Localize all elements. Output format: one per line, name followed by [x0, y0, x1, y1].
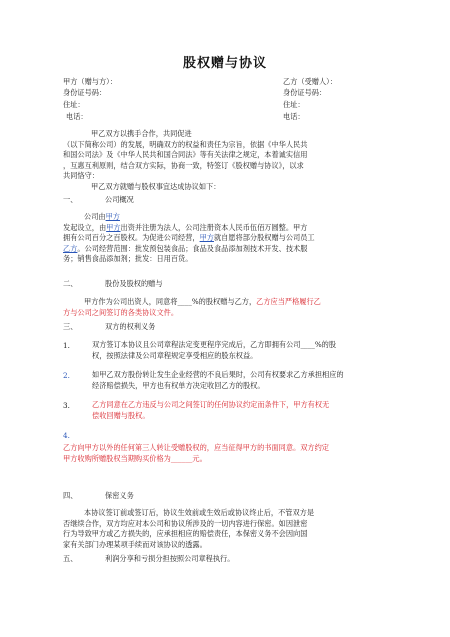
intro-line: （以下简称公司）的发展，明确双方的权益和责任为宗旨，依据《中华人民共 [63, 139, 308, 149]
company-line: 务；销售食品添加剂；批发：日用百货。 [63, 254, 193, 263]
party-a-ref: 甲方 [199, 233, 214, 242]
party-b-label: 乙方（受赠人）： [283, 77, 337, 86]
company-text: 发起设立，由 [63, 222, 107, 232]
party-a-ref: 甲方 [105, 212, 120, 221]
gift-line: 方与公司之间签订的各类协议文件。 [63, 307, 179, 317]
intro-line: ，互惠互利原则，结合双方实际，协商一致，特签订《股权赠与协议》，以求 [63, 160, 304, 170]
company-text: 就自愿将部分股权赠与公司员工 [213, 233, 315, 242]
item-line: 权，按照法律及公司章程规定享受相应的股东权益。 [92, 350, 258, 360]
company-text: 。公司经营范围：批发预包装食品；食品及食品添加剂技术开发、技术服 [77, 243, 308, 253]
party-b-id: 身份证号码： [283, 88, 327, 97]
gift-line [63, 297, 321, 308]
party-a-phone: 电话： [66, 112, 88, 121]
item-1 [92, 340, 336, 361]
item-line: 双方签订本协议且公司章程法定变更程序完成后，乙方即拥有公司____%的股 [92, 340, 337, 349]
section-number: 二、 [63, 279, 78, 288]
item-3 [92, 400, 329, 421]
item-line: 偿收回赠与股权。 [92, 410, 150, 420]
percent-blank: ____ [177, 297, 192, 306]
item-line: 甲方收购所赠股权当期购买价格为______元。 [63, 453, 207, 463]
company-text: 拥有公司百分之百股权。为促进公司经营， [63, 233, 200, 242]
section-number: 一、 [63, 195, 78, 204]
section-number: 三、 [63, 322, 78, 331]
company-text: 公司由 [84, 212, 106, 221]
company-paragraph [63, 212, 315, 265]
section-title: 保密义务 [105, 491, 134, 500]
item-2 [92, 370, 344, 391]
section-3-heading [63, 322, 155, 332]
section-title: 公司概况 [105, 195, 134, 204]
gift-text: %的股权赠与乙方， [191, 297, 257, 306]
company-line [63, 212, 315, 223]
confidentiality-line: 行为导致甲方或乙方损失的，应承担相应的赔偿责任，本保密义务不会因向国 [63, 529, 308, 538]
section-number: 四、 [63, 491, 78, 500]
intro-line: 甲乙双方以携手合作，共同促进 [91, 129, 192, 138]
confidentiality-line: 家有关部门办理某项手续而对该协议的透露。 [63, 539, 207, 549]
section-1-heading [63, 195, 134, 205]
company-text: 出资并注册为法人，公司注册资本人民币伍佰万圆整。甲方 [120, 222, 308, 232]
confidentiality-line: 本协议签订前或签订后，协议生效前或生效后或协议终止后，不管双方是 [84, 508, 315, 517]
company-line [63, 244, 315, 255]
gift-paragraph [63, 297, 321, 318]
section-title: 股份及股权的赠与 [105, 279, 163, 288]
intro-agreement-line: 甲乙双方就赠与股权事宜达成协议如下： [91, 181, 221, 191]
item-number: 1. [63, 341, 70, 350]
document-title: 股权赠与协议 [182, 56, 267, 71]
section-2-heading [63, 279, 163, 289]
intro-paragraph [63, 129, 307, 192]
intro-line: 共同恪守： [63, 171, 99, 180]
item-number: 4. [63, 431, 70, 440]
party-a-ref: 甲方 [106, 222, 121, 232]
section-title: 双方的权利义务 [105, 322, 156, 331]
company-line [63, 233, 315, 244]
section-5-heading [63, 554, 234, 564]
party-b-ref: 乙方 [63, 243, 78, 253]
party-a-id: 身份证号码： [63, 88, 107, 97]
item-line: 如甲乙双方股份转让发生企业经营的不良后果时，公司有权要求乙方承担相应的 [92, 370, 344, 379]
section-number: 五、 [63, 554, 78, 563]
item-line: 乙方同意在乙方违反与公司之间签订的任何协议约定而条件下，甲方有权无 [92, 400, 330, 409]
item-line: 乙方向甲方以外的任何第三人转让受赠股权的，应当征得甲方的书面同意。双方约定 [63, 443, 329, 452]
party-a-label: 甲方（赠与方）： [63, 77, 117, 86]
confidentiality-line: 否继续合作，双方均应对本公司和协议所涉及的一切内容进行保密。如因泄密 [63, 518, 308, 528]
intro-line: 和国公司法》及《中华人民共和国合同法》等有关法律之规定，本着诚实信用 [63, 150, 308, 159]
confidentiality-paragraph [63, 508, 314, 550]
item-4 [63, 443, 329, 464]
item-line: 经济赔偿损失，甲方也有权单方决定收回乙方的股权。 [92, 380, 265, 390]
item-number: 2. [63, 371, 70, 380]
item-number: 3. [63, 401, 70, 410]
party-b-address: 住址： [283, 100, 305, 109]
gift-text: 甲方作为公司出资人，同意将 [84, 297, 178, 306]
party-b-phone: 电话： [283, 112, 305, 121]
company-line [63, 223, 315, 234]
party-a-address: 住址： [63, 100, 85, 109]
section-4-heading [63, 491, 134, 501]
gift-obligation-text: 乙方应当严格履行乙 [256, 297, 321, 306]
section-title: 利润分享和亏损分担按照公司章程执行。 [105, 554, 235, 563]
